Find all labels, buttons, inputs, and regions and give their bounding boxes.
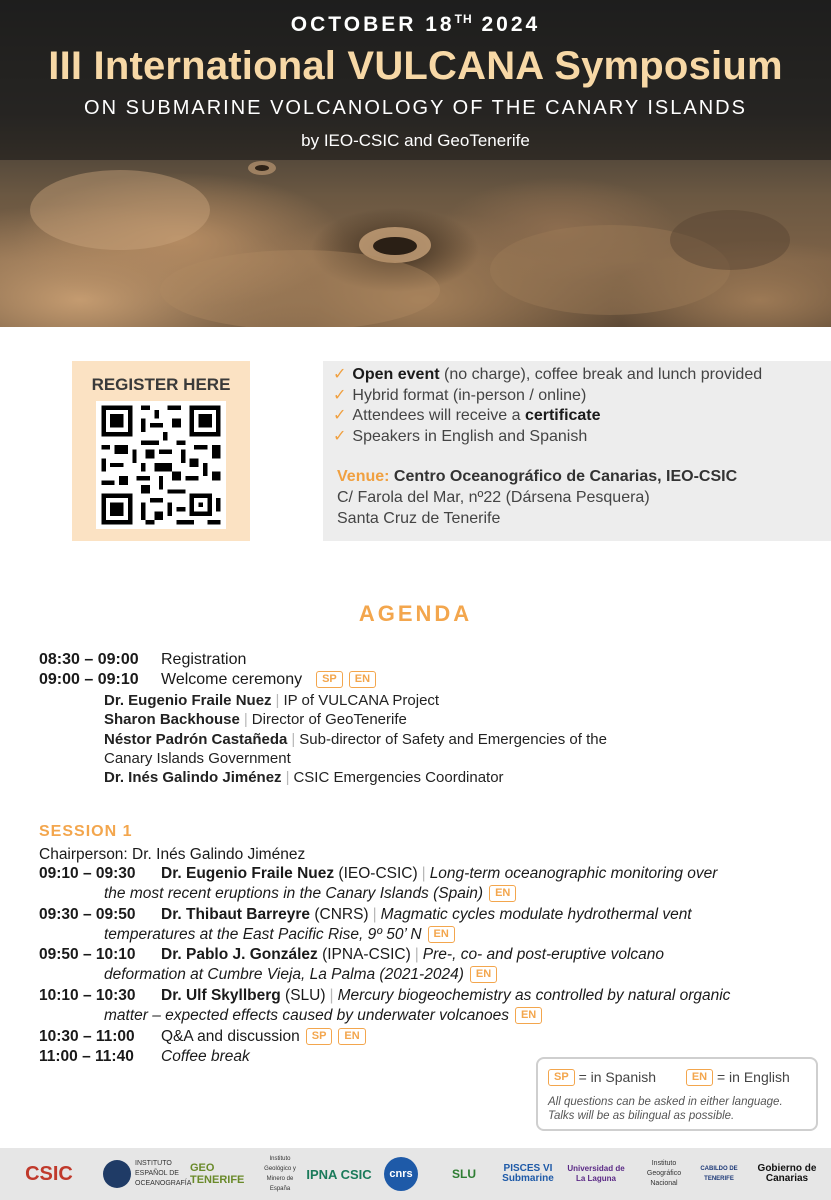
logo-geotenerife: GEO TENERIFE — [190, 1162, 245, 1186]
logo-ign: Instituto Geográfico Nacional — [646, 1160, 682, 1187]
logo-cnrs: cnrs — [378, 1154, 424, 1194]
logo-gobierno-canarias: Gobierno de Canarias — [757, 1163, 817, 1184]
session-chair: Chairperson: Dr. Inés Galindo Jiménez — [39, 846, 306, 863]
check-icon: ✓ — [333, 407, 347, 424]
logo-igme: Instituto Geológico y Minero de España — [264, 1156, 296, 1192]
agenda-item-qa: 10:30 – 11:00 Q&A and discussion SP EN — [39, 1027, 366, 1047]
venue-block — [337, 466, 737, 529]
check-icon: ✓ — [333, 427, 347, 445]
agenda-item-welcome — [39, 670, 376, 690]
registration-qr-code[interactable] — [96, 401, 226, 529]
language-tag-en: EN — [489, 885, 516, 902]
agenda-label: Registration — [161, 651, 247, 668]
language-tag-en: EN — [428, 926, 455, 943]
logo-pisces: PISCES VI Submarine — [502, 1163, 554, 1184]
talk-title-cont: matter – expected effects caused by underwater volcanoes EN — [104, 1006, 542, 1026]
language-tag-sp: SP — [548, 1069, 575, 1086]
register-label: REGISTER HERE — [91, 375, 231, 394]
register-box[interactable] — [72, 361, 250, 541]
welcome-speaker-role-cont: Canary Islands Government — [104, 750, 291, 767]
event-date: OCTOBER 18TH 2024 — [290, 12, 541, 36]
venue-name: Centro Oceanográfico de Canarias, IEO-CSIC — [393, 468, 738, 485]
language-tag-en: EN — [686, 1069, 713, 1086]
info-bullet-certificate: ✓ Attendees will receive a certificate — [333, 407, 601, 424]
agenda-label: Welcome ceremony — [161, 671, 303, 688]
check-icon: ✓ — [333, 366, 347, 383]
language-tag-en: EN — [349, 671, 376, 688]
check-icon: ✓ — [333, 386, 347, 404]
logo-ipna: IPNA CSIC — [306, 1166, 372, 1182]
welcome-speaker: Dr. Eugenio Fraile Nuez | IP of VULCANA Project — [104, 692, 440, 709]
welcome-speaker: Dr. Inés Galindo Jiménez | CSIC Emergencies Coordinator — [104, 769, 504, 786]
logo-cabildo: CABILDO DE TENERIFE — [700, 1166, 738, 1182]
logo-ieo: INSTITUTO ESPAÑOL DE OCEANOGRAFÍA — [102, 1154, 184, 1194]
venue-address-line-1: C/ Farola del Mar, nº22 (Dársena Pesquera) — [337, 489, 650, 506]
talk-title-cont: deformation at Cumbre Vieja, La Palma (2021-2024) EN — [104, 965, 497, 985]
logo-slu: SLU — [452, 1167, 476, 1181]
event-subtitle: ON SUBMARINE VOLCANOLOGY OF THE CANARY ISLANDS — [84, 97, 747, 119]
welcome-speaker: Néstor Padrón Castañeda | Sub-director of Safety and Emergencies of the — [104, 731, 607, 748]
event-byline: by IEO-CSIC and GeoTenerife — [301, 131, 530, 150]
logo-ull: Universidad de La Laguna — [567, 1164, 625, 1183]
language-tag-sp: SP — [306, 1028, 333, 1045]
info-bullet-open: ✓ Open event (no charge), coffee break and lunch provided — [333, 366, 763, 383]
agenda-time: 08:30 – 09:00 — [39, 651, 139, 668]
language-tag-sp: SP — [316, 671, 343, 688]
agenda-title: AGENDA — [358, 601, 473, 626]
venue-label: Venue: — [337, 468, 390, 485]
agenda-item-coffee: 11:00 – 11:40 Coffee break — [39, 1048, 250, 1065]
talk-item: 09:50 – 10:10 Dr. Pablo J. González (IPNA-CSIC) | Pre-, co- and post-eruptive volcano — [39, 946, 665, 963]
agenda-time: 09:00 – 09:10 — [39, 671, 139, 688]
session-title: SESSION 1 — [39, 823, 133, 840]
legend-note: All questions can be asked in either language. Talks will be as bilingual as possible. — [548, 1096, 783, 1122]
info-bullet-languages: ✓ Speakers in English and Spanish — [333, 427, 588, 445]
talk-title-cont: temperatures at the East Pacific Rise, 9º 50’ N EN — [104, 925, 455, 945]
legend-row: SP = in Spanish EN = in English — [548, 1069, 790, 1086]
ieo-emblem-icon — [103, 1160, 131, 1188]
talk-title-cont: the most recent eruptions in the Canary Islands (Spain) EN — [104, 884, 516, 904]
language-tag-en: EN — [470, 966, 497, 983]
language-tag-en: EN — [338, 1028, 365, 1045]
talk-item: 09:10 – 09:30 Dr. Eugenio Fraile Nuez (IEO-CSIC) | Long-term oceanographic monitoring over — [39, 865, 718, 882]
language-tag-en: EN — [515, 1007, 542, 1024]
event-title: III International VULCANA Symposium — [48, 44, 783, 88]
talk-item: 09:30 – 09:50 Dr. Thibaut Barreyre (CNRS) | Magmatic cycles modulate hydrothermal vent — [39, 906, 692, 923]
language-legend — [536, 1057, 818, 1131]
info-bullet-hybrid: ✓ Hybrid format (in-person / online) — [333, 386, 587, 404]
event-info-box — [323, 361, 831, 541]
talk-item: 10:10 – 10:30 Dr. Ulf Skyllberg (SLU) | Mercury biogeochemistry as controlled by natural organic — [39, 987, 731, 1004]
sponsor-logo-bar — [0, 1148, 831, 1200]
agenda-item-registration — [39, 650, 246, 670]
hero-banner — [0, 0, 831, 327]
info-bullets — [333, 365, 762, 447]
welcome-speaker: Sharon Backhouse | Director of GeoTenerife — [104, 711, 407, 728]
logo-csic: CSIC — [25, 1162, 73, 1185]
venue-address-line-2: Santa Cruz de Tenerife — [337, 510, 501, 527]
